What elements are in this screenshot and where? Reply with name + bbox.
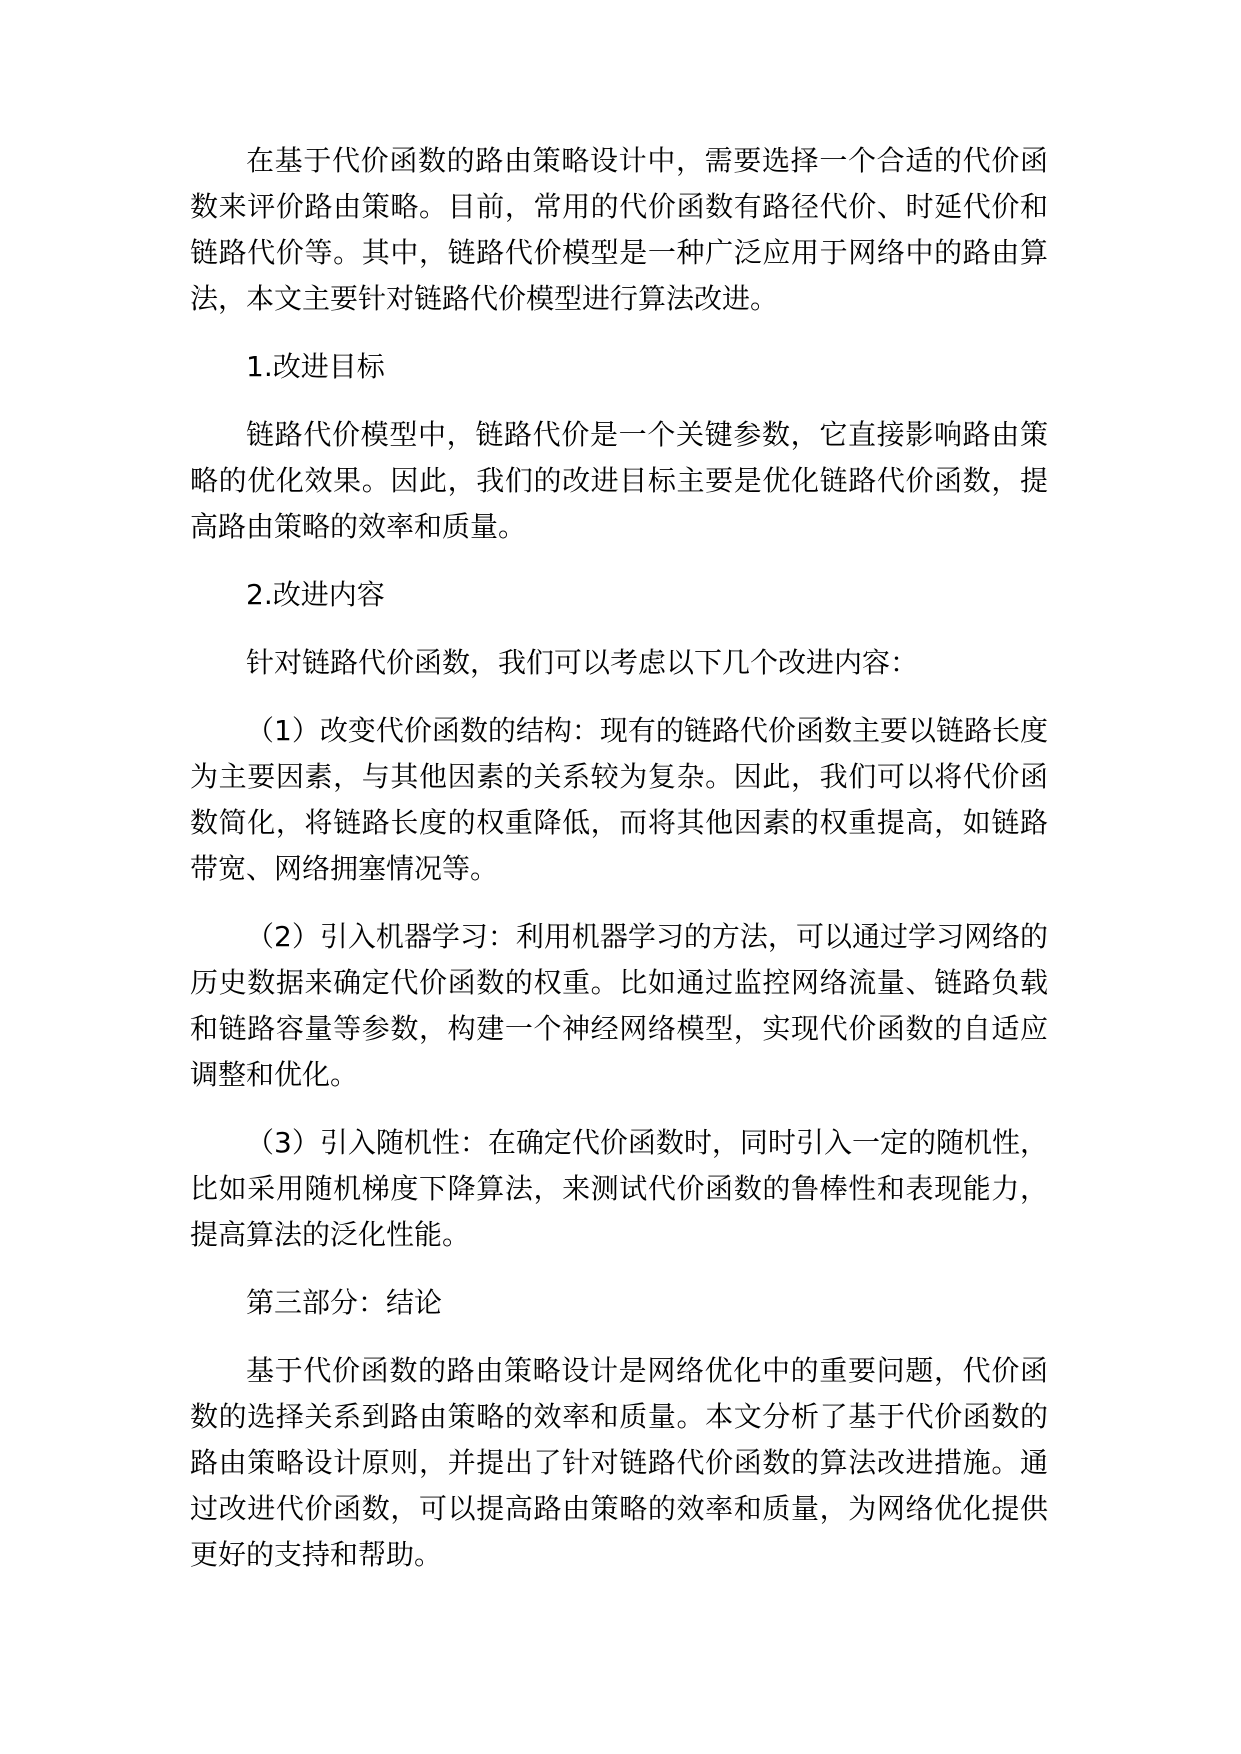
improvement-item-3: （3）引入随机性：在确定代价函数时，同时引入一定的随机性，比如采用随机梯度下降算法，来测试代价函数的鲁棒性和表现能力，提高算法的泛化性能。 (190, 1126, 1048, 1251)
section-heading-goal: 1.改进目标 (246, 350, 385, 383)
conclusion-paragraph: 基于代价函数的路由策略设计是网络优化中的重要问题，代价函数的选择关系到路由策略的效率和质量。本文分析了基于代价函数的路由策略设计原则，并提出了针对链路代价函数的算法改进措施。通过改进代价函数，可以提高路由策略的效率和质量，为网络优化提供更好的支持和帮助。 (190, 1354, 1048, 1571)
improvement-item-2: （2）引入机器学习：利用机器学习的方法，可以通过学习网络的历史数据来确定代价函数的权重。比如通过监控网络流量、链路负载和链路容量等参数，构建一个神经网络模型，实现代价函数的自适应调整和优化。 (190, 920, 1048, 1091)
goal-paragraph: 链路代价模型中，链路代价是一个关键参数，它直接影响路由策略的优化效果。因此，我们的改进目标主要是优化链路代价函数，提高路由策略的效率和质量。 (190, 418, 1048, 543)
intro-paragraph: 在基于代价函数的路由策略设计中，需要选择一个合适的代价函数来评价路由策略。目前，常用的代价函数有路径代价、时延代价和链路代价等。其中，链路代价模型是一种广泛应用于网络中的路由算法，本文主要针对链路代价模型进行算法改进。 (190, 144, 1048, 315)
section-heading-content: 2.改进内容 (246, 578, 385, 611)
content-intro-paragraph: 针对链路代价函数，我们可以考虑以下几个改进内容： (246, 646, 919, 679)
section-heading-conclusion: 第三部分：结论 (246, 1286, 443, 1319)
improvement-item-1: （1）改变代价函数的结构：现有的链路代价函数主要以链路长度为主要因素，与其他因素的关系较为复杂。因此，我们可以将代价函数简化，将链路长度的权重降低，而将其他因素的权重提高，如链路带宽、网络拥塞情况等。 (190, 714, 1048, 885)
document-page (190, 138, 1048, 1600)
